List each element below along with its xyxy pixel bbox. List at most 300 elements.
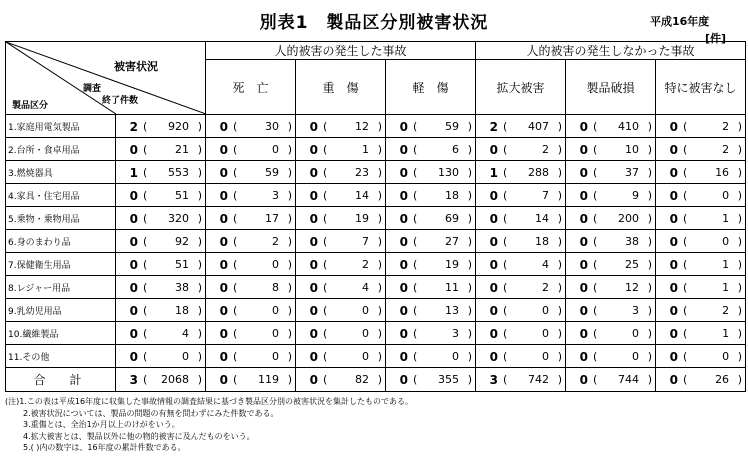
value-cell — [296, 276, 386, 299]
paren-close: ) — [647, 189, 653, 202]
group-human-damage: 人的被害の発生した事故 — [206, 42, 476, 60]
col-death: 死 亡 — [206, 60, 296, 115]
paren-close: ) — [377, 120, 382, 133]
paren-close: ) — [647, 373, 653, 386]
cumulative-count: 119 — [258, 373, 279, 386]
paren-open: ( — [413, 304, 418, 317]
corner-header — [6, 42, 206, 115]
paren-close: ) — [737, 281, 743, 294]
value-cell — [566, 184, 656, 207]
value-cell — [566, 230, 656, 253]
paren-open: ( — [413, 373, 418, 386]
category-label: 7.保健衛生用品 — [6, 253, 116, 276]
paren-open: ( — [233, 120, 238, 133]
new-count: 0 — [669, 143, 679, 157]
new-count: 1 — [129, 166, 138, 180]
paren-close: ) — [467, 350, 473, 363]
paren-close: ) — [557, 258, 563, 271]
cumulative-count: 30 — [265, 120, 279, 133]
cumulative-count: 0 — [272, 258, 279, 271]
paren-close: ) — [737, 166, 743, 179]
value-cell — [386, 253, 476, 276]
paren-open: ( — [323, 235, 328, 248]
paren-close: ) — [467, 281, 473, 294]
cumulative-count: 13 — [445, 304, 460, 317]
table-row — [6, 184, 746, 207]
value-cell — [116, 207, 206, 230]
paren-open: ( — [683, 212, 688, 225]
value-cell — [386, 322, 476, 345]
new-count: 0 — [399, 120, 408, 134]
value-cell — [296, 138, 386, 161]
corner-damage-label: 被害状況 — [114, 60, 158, 73]
paren-open: ( — [143, 304, 148, 317]
cumulative-count: 4 — [182, 327, 189, 340]
paren-close: ) — [287, 189, 292, 202]
cumulative-count: 25 — [625, 258, 640, 271]
cumulative-count: 2 — [362, 258, 369, 271]
new-count: 0 — [309, 143, 318, 157]
paren-close: ) — [467, 327, 473, 340]
paren-open: ( — [683, 373, 688, 386]
paren-open: ( — [503, 258, 508, 271]
new-count: 0 — [669, 327, 679, 341]
cumulative-count: 14 — [355, 189, 369, 202]
value-cell — [476, 230, 566, 253]
paren-open: ( — [593, 189, 598, 202]
new-count: 0 — [399, 373, 408, 387]
value-cell — [476, 345, 566, 368]
new-count: 0 — [669, 304, 679, 318]
note-line: 4.拡大被害とは、製品以外に他の物的被害に及んだものをいう。 — [23, 431, 255, 441]
paren-open: ( — [143, 327, 148, 340]
value-cell — [116, 230, 206, 253]
value-cell — [386, 345, 476, 368]
cumulative-count: 23 — [355, 166, 369, 179]
value-cell — [656, 299, 746, 322]
note-line: 5.( )内の数字は、16年度の累計件数である。 — [23, 443, 186, 452]
value-cell — [476, 207, 566, 230]
category-label: 10.繊維製品 — [6, 322, 116, 345]
value-cell — [116, 115, 206, 138]
table-row — [6, 115, 746, 138]
new-count: 0 — [219, 235, 228, 249]
paren-open: ( — [323, 166, 328, 179]
new-count: 0 — [579, 189, 589, 203]
value-cell — [206, 161, 296, 184]
paren-open: ( — [143, 166, 148, 179]
unit-label: [件] — [705, 32, 727, 45]
new-count: 0 — [669, 281, 679, 295]
value-cell — [206, 299, 296, 322]
table-row — [6, 299, 746, 322]
paren-open: ( — [143, 189, 148, 202]
paren-open: ( — [233, 373, 238, 386]
paren-open: ( — [593, 166, 598, 179]
paren-close: ) — [197, 304, 202, 317]
paren-open: ( — [593, 212, 598, 225]
cumulative-count: 7 — [542, 189, 550, 202]
paren-close: ) — [737, 373, 743, 386]
table-row — [6, 322, 746, 345]
value-cell — [566, 276, 656, 299]
corner-category-label: 製品区分 — [12, 101, 49, 111]
new-count: 0 — [309, 212, 318, 226]
cumulative-count: 920 — [168, 120, 189, 133]
value-cell — [566, 115, 656, 138]
cumulative-count: 19 — [445, 258, 460, 271]
new-count: 0 — [579, 258, 589, 272]
paren-close: ) — [197, 166, 202, 179]
cumulative-count: 0 — [542, 327, 550, 340]
new-count: 0 — [219, 281, 228, 295]
paren-open: ( — [143, 235, 148, 248]
paren-open: ( — [683, 143, 688, 156]
paren-close: ) — [377, 350, 382, 363]
value-cell — [206, 230, 296, 253]
cumulative-count: 407 — [528, 120, 550, 133]
new-count: 0 — [309, 235, 318, 249]
table-row — [6, 138, 746, 161]
paren-open: ( — [593, 281, 598, 294]
value-cell — [656, 161, 746, 184]
paren-close: ) — [467, 143, 473, 156]
new-count: 0 — [579, 143, 589, 157]
value-cell — [116, 368, 206, 392]
paren-close: ) — [647, 281, 653, 294]
cumulative-count: 2068 — [161, 373, 189, 386]
paren-open: ( — [413, 327, 418, 340]
paren-close: ) — [647, 258, 653, 271]
value-cell — [116, 299, 206, 322]
cumulative-count: 3 — [452, 327, 460, 340]
fiscal-year: 平成16年度 — [650, 15, 710, 28]
paren-close: ) — [377, 166, 382, 179]
value-cell — [476, 138, 566, 161]
new-count: 0 — [579, 166, 589, 180]
paren-close: ) — [647, 212, 653, 225]
paren-close: ) — [737, 235, 743, 248]
paren-open: ( — [413, 235, 418, 248]
paren-close: ) — [467, 120, 473, 133]
cumulative-count: 0 — [722, 350, 730, 363]
paren-open: ( — [683, 166, 688, 179]
paren-open: ( — [143, 143, 148, 156]
paren-open: ( — [683, 258, 688, 271]
paren-close: ) — [287, 235, 292, 248]
paren-open: ( — [413, 166, 418, 179]
value-cell — [206, 184, 296, 207]
paren-close: ) — [197, 373, 202, 386]
new-count: 3 — [489, 373, 499, 387]
category-label: 2.台所・食卓用品 — [6, 138, 116, 161]
paren-close: ) — [377, 304, 382, 317]
paren-close: ) — [647, 350, 653, 363]
value-cell — [386, 230, 476, 253]
value-cell — [656, 322, 746, 345]
value-cell — [386, 184, 476, 207]
paren-open: ( — [233, 281, 238, 294]
new-count: 0 — [579, 350, 589, 364]
damage-table — [5, 41, 746, 392]
value-cell — [386, 138, 476, 161]
paren-open: ( — [593, 350, 598, 363]
paren-open: ( — [233, 166, 238, 179]
paren-open: ( — [413, 281, 418, 294]
value-cell — [476, 253, 566, 276]
cumulative-count: 69 — [445, 212, 460, 225]
paren-open: ( — [233, 258, 238, 271]
paren-close: ) — [647, 143, 653, 156]
paren-open: ( — [503, 235, 508, 248]
paren-open: ( — [323, 327, 328, 340]
new-count: 0 — [399, 304, 408, 318]
category-label: 6.身のまわり品 — [6, 230, 116, 253]
paren-open: ( — [683, 350, 688, 363]
value-cell — [656, 207, 746, 230]
new-count: 0 — [669, 350, 679, 364]
paren-open: ( — [503, 327, 508, 340]
cumulative-count: 320 — [168, 212, 189, 225]
group-no-human-damage: 人的被害の発生しなかった事故 — [476, 42, 746, 60]
table-row — [6, 253, 746, 276]
value-cell — [206, 253, 296, 276]
new-count: 0 — [219, 350, 228, 364]
paren-open: ( — [503, 304, 508, 317]
category-label: 5.乗物・乗物用品 — [6, 207, 116, 230]
paren-open: ( — [683, 235, 688, 248]
new-count: 0 — [489, 258, 499, 272]
value-cell — [206, 207, 296, 230]
new-count: 0 — [129, 189, 138, 203]
page-title: 別表1 製品区分別被害状況 — [259, 13, 489, 33]
cumulative-count: 1 — [722, 327, 730, 340]
new-count: 0 — [669, 373, 679, 387]
new-count: 0 — [219, 143, 228, 157]
table-row — [6, 161, 746, 184]
value-cell — [116, 253, 206, 276]
new-count: 0 — [579, 373, 589, 387]
paren-close: ) — [287, 120, 292, 133]
cumulative-count: 0 — [362, 350, 369, 363]
paren-open: ( — [503, 143, 508, 156]
value-cell — [566, 368, 656, 392]
cumulative-count: 4 — [362, 281, 369, 294]
paren-open: ( — [593, 373, 598, 386]
paren-open: ( — [503, 281, 508, 294]
paren-close: ) — [287, 327, 292, 340]
cumulative-count: 14 — [535, 212, 550, 225]
paren-close: ) — [467, 304, 473, 317]
col-extended-damage: 拡大被害 — [476, 60, 566, 115]
value-cell — [476, 184, 566, 207]
value-cell — [476, 368, 566, 392]
value-cell — [656, 345, 746, 368]
paren-close: ) — [557, 189, 563, 202]
paren-close: ) — [197, 189, 202, 202]
cumulative-count: 9 — [632, 189, 640, 202]
new-count: 0 — [309, 350, 318, 364]
cumulative-count: 6 — [452, 143, 460, 156]
value-cell — [566, 322, 656, 345]
paren-close: ) — [197, 235, 202, 248]
cumulative-count: 18 — [535, 235, 550, 248]
paren-close: ) — [467, 235, 473, 248]
value-cell — [116, 345, 206, 368]
cumulative-count: 19 — [355, 212, 369, 225]
paren-open: ( — [413, 120, 418, 133]
paren-open: ( — [593, 304, 598, 317]
new-count: 0 — [309, 166, 318, 180]
paren-open: ( — [233, 235, 238, 248]
new-count: 0 — [579, 120, 589, 134]
value-cell — [296, 368, 386, 392]
new-count: 0 — [309, 373, 318, 387]
cumulative-count: 16 — [715, 166, 730, 179]
paren-close: ) — [647, 327, 653, 340]
value-cell — [656, 253, 746, 276]
paren-close: ) — [557, 166, 563, 179]
new-count: 0 — [219, 189, 228, 203]
paren-close: ) — [287, 258, 292, 271]
paren-open: ( — [233, 327, 238, 340]
corner-count-label: 終了件数 — [102, 96, 139, 106]
col-minor-injury: 軽 傷 — [386, 60, 476, 115]
paren-open: ( — [323, 350, 328, 363]
new-count: 0 — [669, 120, 679, 134]
paren-open: ( — [323, 120, 328, 133]
cumulative-count: 10 — [625, 143, 640, 156]
paren-open: ( — [503, 350, 508, 363]
value-cell — [206, 276, 296, 299]
cumulative-count: 0 — [542, 304, 550, 317]
value-cell — [296, 207, 386, 230]
paren-close: ) — [377, 235, 382, 248]
cumulative-count: 1 — [362, 143, 369, 156]
value-cell — [386, 368, 476, 392]
paren-close: ) — [197, 143, 202, 156]
value-cell — [206, 345, 296, 368]
cumulative-count: 1 — [722, 281, 730, 294]
paren-close: ) — [377, 327, 382, 340]
cumulative-count: 2 — [272, 235, 279, 248]
new-count: 3 — [129, 373, 138, 387]
cumulative-count: 21 — [175, 143, 189, 156]
cumulative-count: 410 — [618, 120, 640, 133]
paren-open: ( — [593, 327, 598, 340]
paren-close: ) — [287, 281, 292, 294]
new-count: 0 — [669, 166, 679, 180]
cumulative-count: 2 — [542, 143, 550, 156]
cumulative-count: 18 — [175, 304, 189, 317]
paren-close: ) — [467, 212, 473, 225]
paren-open: ( — [593, 143, 598, 156]
cumulative-count: 27 — [445, 235, 460, 248]
new-count: 0 — [129, 143, 138, 157]
category-label: 9.乳幼児用品 — [6, 299, 116, 322]
new-count: 1 — [489, 166, 499, 180]
paren-close: ) — [377, 258, 382, 271]
paren-open: ( — [143, 120, 148, 133]
table-body — [6, 115, 746, 392]
value-cell — [206, 115, 296, 138]
paren-open: ( — [683, 281, 688, 294]
paren-close: ) — [557, 304, 563, 317]
new-count: 0 — [399, 235, 408, 249]
paren-open: ( — [143, 373, 148, 386]
footnotes — [5, 396, 413, 454]
new-count: 0 — [219, 304, 228, 318]
value-cell — [476, 322, 566, 345]
new-count: 0 — [219, 166, 228, 180]
paren-open: ( — [143, 258, 148, 271]
paren-open: ( — [413, 258, 418, 271]
paren-close: ) — [557, 235, 563, 248]
paren-open: ( — [683, 189, 688, 202]
cumulative-count: 200 — [618, 212, 640, 225]
value-cell — [476, 299, 566, 322]
paren-close: ) — [557, 327, 563, 340]
paren-close: ) — [647, 235, 653, 248]
cumulative-count: 1 — [722, 212, 730, 225]
value-cell — [566, 299, 656, 322]
table-row — [6, 345, 746, 368]
value-cell — [476, 115, 566, 138]
paren-close: ) — [287, 304, 292, 317]
value-cell — [656, 230, 746, 253]
paren-open: ( — [323, 143, 328, 156]
value-cell — [296, 184, 386, 207]
table-row — [6, 207, 746, 230]
cumulative-count: 17 — [265, 212, 279, 225]
paren-close: ) — [467, 258, 473, 271]
paren-close: ) — [377, 189, 382, 202]
cumulative-count: 82 — [355, 373, 369, 386]
new-count: 0 — [129, 212, 138, 226]
category-label: 1.家庭用電気製品 — [6, 115, 116, 138]
new-count: 0 — [489, 235, 499, 249]
paren-close: ) — [287, 373, 292, 386]
note-line: (注)1.この表は平成16年度に収集した事故情報の調査結果に基づき製品区分別の被害状況を集計したものである。 — [5, 397, 414, 406]
value-cell — [116, 322, 206, 345]
cumulative-count: 0 — [272, 350, 279, 363]
cumulative-count: 7 — [362, 235, 369, 248]
table-row — [6, 276, 746, 299]
paren-open: ( — [683, 120, 688, 133]
new-count: 0 — [579, 235, 589, 249]
paren-close: ) — [557, 212, 563, 225]
new-count: 0 — [219, 373, 228, 387]
paren-open: ( — [413, 189, 418, 202]
cumulative-count: 1 — [722, 258, 730, 271]
paren-open: ( — [413, 143, 418, 156]
new-count: 0 — [669, 235, 679, 249]
paren-open: ( — [503, 120, 508, 133]
value-cell — [656, 276, 746, 299]
cumulative-count: 4 — [542, 258, 550, 271]
cumulative-count: 0 — [272, 327, 279, 340]
paren-open: ( — [413, 350, 418, 363]
paren-close: ) — [557, 373, 563, 386]
paren-open: ( — [323, 258, 328, 271]
paren-close: ) — [557, 281, 563, 294]
cumulative-count: 2 — [722, 120, 730, 133]
value-cell — [386, 299, 476, 322]
value-cell — [656, 184, 746, 207]
paren-open: ( — [413, 212, 418, 225]
new-count: 0 — [669, 212, 679, 226]
value-cell — [476, 276, 566, 299]
